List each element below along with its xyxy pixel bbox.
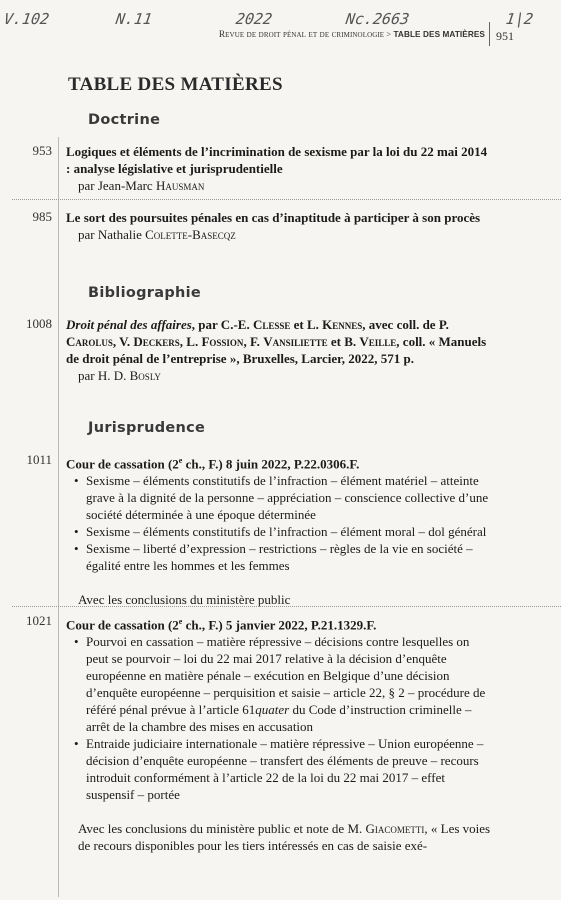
section-heading-jurisprudence: Jurisprudence (88, 420, 206, 436)
case-reference: ch., F.) 5 janvier 2022, P.21.1329.F. (182, 617, 377, 633)
case-reference: ch., F.) 8 juin 2022, P.22.0306.F. (182, 456, 360, 472)
section-heading-doctrine: Doctrine (88, 112, 161, 128)
entry-page-number: 953 (32, 143, 52, 158)
handwritten-year: 2022 (234, 10, 274, 28)
handwritten-number: Nc.2663 (344, 10, 411, 28)
author-prefix: par Jean-Marc (78, 178, 153, 193)
running-head (200, 30, 485, 40)
entry-author (66, 367, 492, 384)
page-title: TABLE DES MATIÈRES (68, 74, 283, 95)
keyword-list (66, 633, 492, 803)
entry-author (66, 226, 492, 243)
conclusions-text: Avec les conclusions du ministère public et note de M. (78, 821, 363, 837)
running-head-separator: > (386, 30, 392, 39)
book-title: Droit pénal des affaires (66, 317, 192, 332)
article-suffix: quater (255, 702, 290, 718)
entry-separator (0, 199, 561, 200)
case-heading (66, 452, 492, 472)
keyword-text: du Code d’instruction criminelle – arrêt de la chambre des mises en accusation (86, 702, 472, 735)
journal-name: Revue de droit pénal et de criminologie (218, 30, 385, 40)
section-heading-bibliographie: Bibliographie (88, 285, 202, 301)
entry-page-number: 1021 (26, 613, 52, 628)
author-surname: Hausman (155, 178, 205, 193)
handwritten-volume: V.102 (2, 10, 51, 28)
keyword-list (66, 472, 492, 574)
entry-page-number: 1011 (26, 452, 52, 467)
case-chamber-ordinal: e (178, 617, 183, 626)
keyword-item (66, 633, 492, 735)
case-conclusions (66, 820, 492, 854)
running-head-divider (489, 22, 490, 46)
handwritten-annotation (4, 4, 557, 32)
entry-author (66, 177, 492, 194)
note-author-surname: Giacometti (365, 821, 425, 837)
keyword-text: Pourvoi en cassation – matière répressive – décisions contre lesquelles on peut se pourvoir – loi du 22 mai 2017 relative à la décision d’enquête européenne en matière pénale – exécution en Belgique d’une décision d’enquête européenne – perquisition et saisie – article 22, § 2 – procédure de référé pénal prévue à l’article 61 (86, 634, 486, 718)
page-number-column-rule (58, 137, 59, 897)
keyword-item: • Sexisme – éléments constitutifs de l’infraction – élément matériel – atteinte grave à la dignité de la personne – appréciation – conscience collective d’une société déterminée à une époque déterminée (66, 472, 492, 523)
case-conclusions: Avec les conclusions du ministère public (78, 592, 291, 608)
entry-title: Droit pénal des affaires, par C.-E. Clesse et L. Kennes, avec coll. de P. Carolus, V. Deckers, L. Fossion, F. Vansiliette et B. Veille, coll. « Manuels de droit pénal de l’entreprise », Bruxelles, Larcier, 2022, 571 p. (66, 317, 487, 366)
author-surname: Colette-Basecqz (145, 227, 236, 242)
author-prefix: par Nathalie (78, 227, 142, 242)
case-court: Cour de cassation (2 (66, 456, 179, 472)
author-prefix: par H. D. (78, 368, 127, 383)
keyword-item: • Sexisme – éléments constitutifs de l’infraction – élément moral – dol général (66, 523, 492, 540)
handwritten-fraction: 1|2 (504, 10, 535, 28)
handwritten-month: N.11 (114, 10, 154, 28)
entry-page-number: 1008 (26, 316, 52, 331)
entry-title: Le sort des poursuites pénales en cas d’inaptitude à participer à son procès (66, 210, 481, 225)
entry-page-number: 985 (32, 209, 52, 224)
page-number: 951 (496, 29, 514, 43)
case-chamber-ordinal: e (178, 456, 183, 465)
entry-title: Logiques et éléments de l’incrimination de sexisme par la loi du 22 mai 2014 : analyse législative et jurisprudentielle (66, 144, 488, 176)
running-head-section: TABLE DES MATIÈRES (393, 30, 485, 39)
keyword-item: • Sexisme – liberté d’expression – restrictions – règles de la vie en société – égalité entre les hommes et les femmes (66, 540, 492, 574)
author-surname: Bosly (129, 368, 161, 383)
entry-separator (0, 606, 561, 607)
case-court: Cour de cassation (2 (66, 617, 179, 633)
case-heading (66, 613, 492, 633)
conclusions-text: , « Les voies de recours disponibles pour les tiers intéressés en cas de saisie exé- (78, 821, 491, 854)
keyword-item: • Entraide judiciaire internationale – matière répressive – Union européenne – décision d’enquête européenne – transfert des éléments de preuve – recours introduit conformément à l’article 22 de la loi du 22 mai 2017 – effet suspensif – portée (66, 735, 492, 803)
